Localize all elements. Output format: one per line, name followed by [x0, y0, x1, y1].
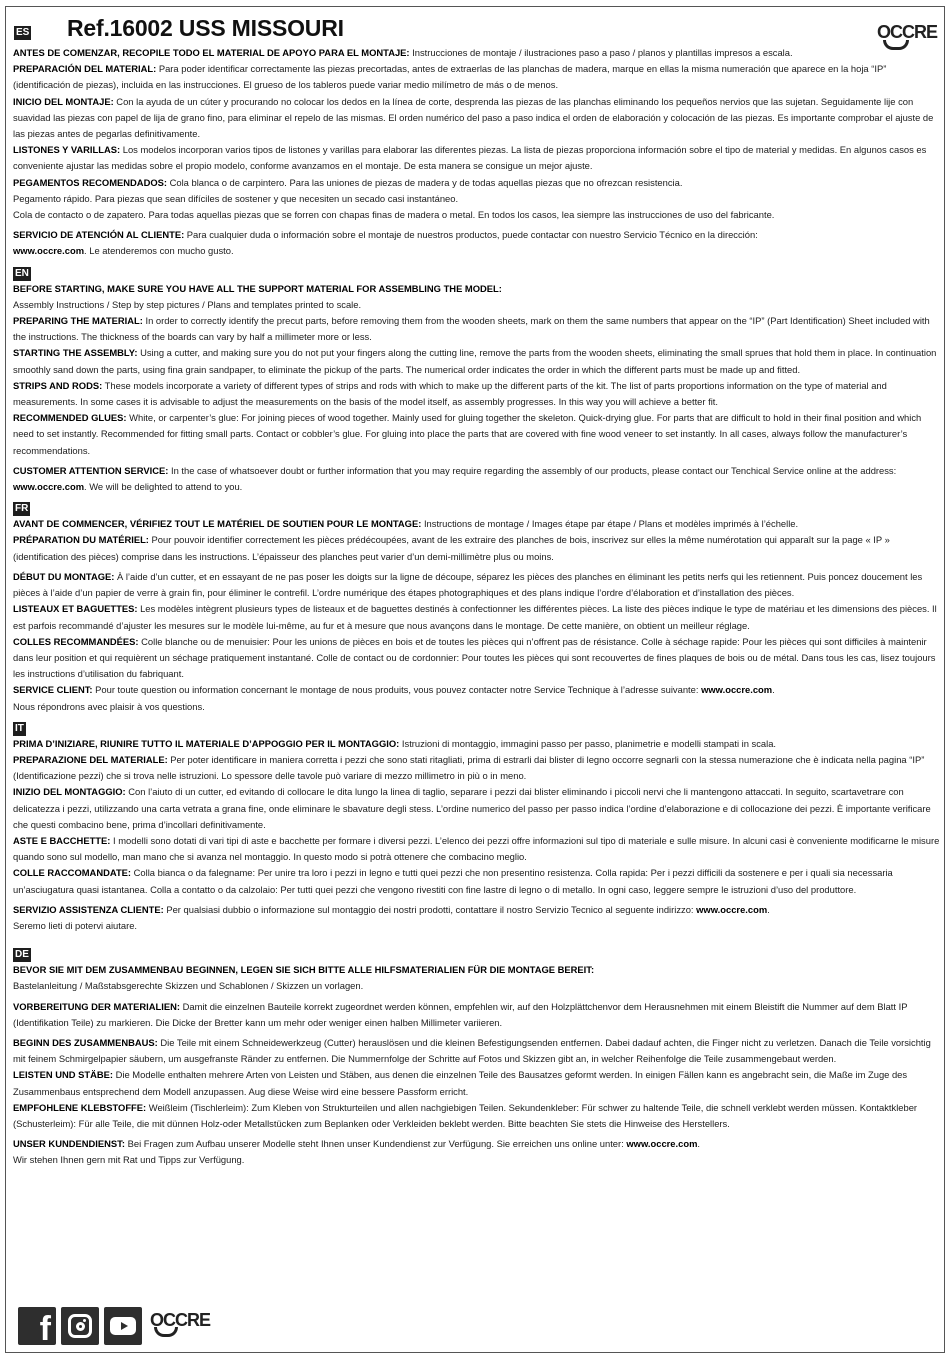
lang-badge-es: ES [16, 27, 30, 38]
para-text: Colla bianca o da falegname: Per unire tra loro i pezzi in legno e tutti quei pezzi che non presentino resistenza. Colla rapida: Per i pezzi difficili da sostenere e per i quali sia necessaria un’asciugatura quasi istantanea. Colla a contatto o da calzolaio: Per tutti quei pezzi che vengono rivestiti con fine lastre di legno o di metallo. In ogni caso, leggere sempre le istruzioni d’uso del produttore. [13, 867, 893, 895]
para-text: Pour pouvoir identifier correctement les pièces prédécoupées, avant de les extraire des planches de bois, inscrivez sur elles la même numérotation qui apparaît sur la page « IP » (identification des pièces) comprise dans les instructions. L’épaisseur des planches peut varier d’un demi-millimètre plus ou moins. [13, 534, 890, 562]
title-row [13, 15, 941, 45]
paragraph [13, 142, 941, 174]
lang-badge-de: DE [15, 949, 29, 961]
para-text: Instructions de montage / Images étape par étape / Plans et modèles imprimés à l’échelle. [421, 518, 799, 530]
paragraph [13, 313, 941, 345]
para-text: Los modelos incorporan varios tipos de listones y varillas para elaborar las diferentes piezas. La lista de piezas proporciona información sobre el tipo de material y medidas. En algunos casos es conveniente ajustar las medidas sobre el propio modelo, conforme avanzamos en el montaje. De esta manera se consigue un mejor ajuste. [13, 144, 927, 172]
occre-footer-logo [150, 1311, 210, 1329]
para-text: . Le atenderemos con mucho gusto. [84, 245, 234, 257]
para-text: Seremo lieti di potervi aiutare. [13, 919, 138, 931]
para-heading: LISTONES Y VARILLAS: [13, 144, 121, 156]
paragraph [13, 516, 941, 532]
para-heading: ANTES DE COMENZAR, RECOPILE TODO EL MATERIAL DE APOYO PARA EL MONTAJE: [13, 47, 410, 58]
paragraph [13, 463, 941, 495]
instagram-icon[interactable] [61, 1307, 99, 1345]
para-text: Cola de contacto o de zapatero. Para todas aquellas piezas que se forren con chapas finas de madera o metal. En todos los casos, lea siempre las instrucciones de uso del fabricante. [13, 209, 775, 221]
para-text: Les modèles intègrent plusieurs types de listeaux et de baguettes destinés à confectionner les différentes pièces. La liste des pièces indique le type de matériau et les dimensions des pièces. Il est parfois recommandé d’ajuster les mesures sur le modèle lui-même, au fur et à mesure que nous avançons dans le montage. De cette manière, on obtient un meilleur réglage. [13, 603, 937, 631]
para-text: Per poter identificare in maniera corretta i pezzi che sono stati ritagliati, prima di estrarli dai blister di legno occorre segnarli con la stessa numerazione che è indicata nella pagina “IP” (Identificazione pezzi) che si trova nelle istruzioni. Lo spessore delle tavole può variare di mezzo millimetro in più o in meno. [13, 753, 925, 782]
para-heading: AVANT DE COMMENCER, VÉRIFIEZ TOUT LE MATÉRIEL DE SOUTIEN POUR LE MONTAGE: [13, 518, 422, 530]
para-text: Die Teile mit einem Schneidewerkzeug (Cutter) herauslösen und die kleinen Befestigungsenden entfernen. Dabei dadauf achten, die Finger nicht zu verletzen. Danach die Teile vorsichtig mit feinem Schmirgelpapier säubern, um ausgefranste Ränder zu entfernen. Die Nummernfolge der Schritte auf Fotos und Skizzen gibt an, in welcher Reihenfolge die Teile zusammengebaut werden. [13, 1036, 931, 1065]
para-heading: DÉBUT DU MONTAGE: [13, 570, 115, 582]
website-link[interactable]: www.occre.com [626, 1138, 698, 1150]
website-link[interactable]: www.occre.com [13, 245, 85, 257]
para-text: Using a cutter, and making sure you do not put your fingers along the cutting line, remove the parts from the wooden sheets, eliminating the small sprues that hold them in place. In continuation smoothly sand down the parts, using fina grain sandpaper, to eliminate the pickup of the parts. The numerical order indicates the order in which the different parts must be made up and fitted. [13, 347, 937, 375]
website-link[interactable]: www.occre.com [701, 684, 773, 696]
para-text: Istruzioni di montaggio, immagini passo per passo, planimetrie e modelli stampati in scala. [399, 737, 777, 749]
paragraph [13, 962, 941, 994]
logo-smile-icon [154, 1327, 178, 1337]
paragraph [13, 345, 941, 377]
para-text: In the case of whatsoever doubt or further information that you may require regarding the assembly of our products, please contact our Tenchical Service online at the address: [168, 464, 897, 476]
para-heading: PRÉPARATION DU MATÉRIEL: [13, 534, 149, 546]
para-heading: EMPFOHLENE KLEBSTOFFE: [13, 1101, 147, 1113]
para-text: Con l’aiuto di un cutter, ed evitando di collocare le dita lungo la linea di taglio, separare i pezzi dai blister eliminando i piccoli nervi che li mantengono attaccati. In seguito, scartavetrare con delicatezza i pezzi, utilizzando una carta vetrata a grana fine, onde eliminare le sbavature degli stess. L’ordine numerico del passo per passo indica l’ordine d’elaborazione e di collocazione dei pezzi. È importante verificare che questi combacino bene, prima d’incollari definitivamente. [13, 786, 931, 830]
para-heading: VORBEREITUNG DER MATERIALIEN: [13, 1000, 181, 1012]
section-it [13, 718, 941, 934]
paragraph [13, 378, 941, 410]
para-text: Per qualsiasi dubbio o informazione sul montaggio dei nostri prodotti, contattare il nostro Servizio Tecnico al seguente indirizzo: [163, 903, 694, 915]
paragraph [13, 1067, 941, 1099]
para-text: Bastelanleitung / Maßstabsgerechte Skizzen und Schablonen / Skizzen un vorlagen. [13, 980, 364, 992]
section-fr [13, 498, 941, 714]
lang-badge-it: IT [15, 722, 24, 734]
para-text: Weißleim (Tischlerleim): Zum Kleben von Strukturteilen und allen nachgiebigen Teilen. Sekundenkleber: Für schwer zu haltende Teile, die schnell verklebt werden müssen. Kontaktkleber (Schusterleim): Für alle Teile, die mit dünnen Holz-oder Metallstücken zum Beplanken oder Verkleiden beklebt werden. Bitte beachten Sie stets die Hinweise des Herstellers. [13, 1101, 918, 1129]
section-es [13, 45, 941, 260]
paragraph [13, 784, 941, 833]
para-heading: STARTING THE ASSEMBLY: [13, 347, 138, 359]
paragraph [13, 532, 941, 564]
section-de [13, 944, 941, 1168]
para-heading: COLLE RACCOMANDATE: [13, 867, 132, 879]
para-text: Con la ayuda de un cúter y procurando no colocar los dedos en la línea de corte, desprenda las piezas de las planchas eliminando los pequeños nervios que las sujetan. Seguidamente lije con suavidad las piezas con papel de lija de grano fino, para eliminar el repelo de las mismas. El orden numérico del paso a paso indica el orden de elaboración y colocación de las piezas. Es importante comprobar el ajuste de las piezas antes de pegarlas definitivamente. [13, 95, 934, 140]
paragraph [13, 833, 941, 865]
paragraph [13, 999, 941, 1031]
paragraph [13, 227, 941, 259]
para-heading: UNSER KUNDENDIENST: [13, 1138, 125, 1150]
para-text: Assembly Instructions / Step by step pictures / Plans and templates printed to scale. [13, 298, 362, 310]
para-heading: COLLES RECOMMANDÉES: [13, 635, 139, 647]
para-heading: SERVIZIO ASSISTENZA CLIENTE: [13, 903, 164, 915]
paragraph [13, 94, 941, 143]
para-text: Colle blanche ou de menuisier: Pour les unions de pièces en bois et de toutes les pièces qui n’offrent pas de résistance. Colle à séchage rapide: Pour les pièces qui sont difficiles à maintenir dans leur position et qui requièrent un séchage pratiquement instantané. Colle de contact ou de cordonnier: Pour toutes les pièces qui sont recouvertes de fines plaques de bois ou de métal. Dans tous les cas, lisez toujours les instructions d’utilisation du fabriquant. [13, 635, 936, 680]
paragraph [13, 601, 941, 633]
paragraph [13, 45, 941, 61]
para-heading: INICIO DEL MONTAJE: [13, 95, 114, 107]
para-heading: SERVICE CLIENT: [13, 684, 93, 696]
para-text: . [767, 903, 770, 915]
para-text: Nous répondrons avec plaisir à vos questions. [13, 700, 205, 712]
paragraph [13, 569, 941, 601]
facebook-icon[interactable]: f [18, 1307, 56, 1345]
paragraph [13, 1100, 941, 1132]
para-heading: PREPARACIÓN DEL MATERIAL: [13, 63, 157, 75]
para-heading: INIZIO DEL MONTAGGIO: [13, 786, 126, 798]
para-heading: RECOMMENDED GLUES: [13, 412, 127, 424]
logo-text: OCCRE [876, 22, 937, 42]
para-text: . [772, 684, 775, 696]
lang-badge-en: EN [15, 267, 29, 279]
para-heading: SERVICIO DE ATENCIÓN AL CLIENTE: [13, 229, 185, 241]
paragraph [13, 410, 941, 459]
para-heading: PEGAMENTOS RECOMENDADOS: [13, 176, 168, 188]
paragraph [13, 175, 941, 224]
paragraph [13, 902, 941, 934]
para-heading: ASTE E BACCHETTE: [13, 834, 111, 846]
para-text: White, or carpenter’s glue: For joining pieces of wood together. Mainly used for gluing together the skeleton. Quick-drying glue. For parts that are difficult to hold in their final position and which need to set instantly. Recommended for fitting small parts. Contact or cobbler’s glue. For gluing into place the parts that are covered with fine wood veneer to set instantly. In all cases, always follow the manufacturer’s recommendations. [13, 412, 922, 456]
paragraph [13, 634, 941, 683]
para-text: Damit die einzelnen Bauteile korrekt zugeordnet werden können, empfehlen wir, auf den Holzplättchenvor dem Herausnehmen mit einem Bleistift die Nummer auf dem Blatt IP (Identifikation Teile) zu markieren. Die Dicke der Bretter kann um mehr oder weniger einen halben Millimeter variieren. [13, 1000, 908, 1028]
para-text: À l’aide d’un cutter, et en essayant de ne pas poser les doigts sur la ligne de découpe, séparez les pièces des planches en éliminant les petits nerfs qui les retiennent. Puis poncez doucement les pièces à l’aide d’un papier de verre à grain fin, pour éliminer le contrefil. L’ordre numérique des étapes photographiques et des plans indique l’ordre d’élaboration et d’installation des pièces. [13, 570, 923, 599]
para-heading: PREPARING THE MATERIAL: [13, 315, 143, 327]
paragraph [13, 1035, 941, 1067]
para-text: In order to correctly identify the precut parts, before removing them from the wooden sheets, mark on them the same numbers that appear on the “IP” (Part Identification) Sheet included with the instructions. The thickness of the boards can vary by half a millimeter more or less. [13, 315, 930, 343]
para-heading: LEISTEN UND STÄBE: [13, 1069, 114, 1081]
paragraph [13, 61, 941, 93]
para-text: Bei Fragen zum Aufbau unserer Modelle steht Ihnen unser Kundendienst zur Verfügung. Sie erreichen uns online unter: [125, 1138, 624, 1150]
page-title: Ref.16002 USS MISSOURI [67, 15, 344, 41]
para-heading: STRIPS AND RODS: [13, 379, 103, 391]
para-text: Cola blanca o de carpintero. Para las uniones de piezas de madera y de todas aquellas piezas que no ofrezcan resistencia. [167, 176, 683, 188]
para-heading: PREPARAZIONE DEL MATERIALE: [13, 753, 168, 765]
para-text: Wir stehen Ihnen gern mit Rat und Tipps zur Verfügung. [13, 1154, 245, 1166]
website-link[interactable]: www.occre.com [13, 481, 85, 493]
para-heading: BEFORE STARTING, MAKE SURE YOU HAVE ALL THE SUPPORT MATERIAL FOR ASSEMBLING THE MODEL: [13, 282, 502, 294]
lang-badge-fr: FR [15, 503, 29, 515]
para-heading: CUSTOMER ATTENTION SERVICE: [13, 464, 169, 476]
para-text: Para cualquier duda o información sobre el montaje de nuestros productos, puede contactar con nuestro Servicio Técnico en la dirección: [184, 229, 758, 241]
website-link[interactable]: www.occre.com [696, 903, 768, 915]
para-text: I modelli sono dotati di vari tipi di aste e bacchette per formare i diversi pezzi. L’elenco dei pezzi offre informazioni sul tipo di materiale e sulle misure. In alcuni casi è conveniente modificarne le misure quando sono sul modello, man mano che si avanza nel montaggio. In questo modo si potrà ottenere che combacino meglio. [13, 834, 940, 863]
youtube-icon[interactable] [104, 1307, 142, 1345]
para-text: Instrucciones de montaje / ilustraciones paso a paso / planos y plantillas impresos a escala. [409, 47, 793, 58]
paragraph [13, 682, 941, 714]
document-body [13, 15, 941, 1169]
para-text: These models incorporate a variety of different types of strips and rods with which to make up the different parts of the kit. The list of parts proportions information on the type of material and measurements. In some cases it is advisable to adjust the measurements on the basis of the model itself, as assembly progresses. In this way you will achieve a better fit. [13, 379, 887, 408]
para-heading: BEGINN DES ZUSAMMENBAUS: [13, 1036, 158, 1048]
para-text: Die Modelle enthalten mehrere Arten von Leisten und Stäben, aus denen die einzelnen Teile des Bausatzes geformt werden. In einigen Fällen kann es angebracht sein, die Maße im Zuge des Zusammenbaus entsprechend dem Modell anzupassen. Aug diese Weise wird eine bessere Passform erricht. [13, 1069, 908, 1097]
para-heading: LISTEAUX ET BAGUETTES: [13, 603, 138, 615]
para-heading: BEVOR SIE MIT DEM ZUSAMMENBAU BEGINNEN, LEGEN SIE SICH BITTE ALLE HILFSMATERIALIEN FÜR DIE MONTAGE BEREIT: [13, 964, 595, 976]
paragraph [13, 752, 941, 784]
para-text: . We will be delighted to attend to you. [84, 481, 243, 493]
page-frame [5, 6, 945, 1353]
para-text: . [697, 1138, 701, 1150]
logo-text: OCCRE [150, 1310, 211, 1330]
section-en [13, 263, 941, 496]
occre-logo [877, 23, 937, 41]
paragraph [13, 281, 941, 313]
paragraph [13, 865, 941, 897]
para-heading: PRIMA D’INIZIARE, RIUNIRE TUTTO IL MATERIALE D’APPOGGIO PER IL MONTAGGIO: [13, 737, 400, 749]
paragraph [13, 1136, 941, 1168]
para-text: Pegamento rápido. Para piezas que sean difíciles de sostener y que necesiten un secado casi instantáneo. [13, 192, 459, 204]
para-text: Para poder identificar correctamente las piezas precortadas, antes de extraerlas de las planchas de madera, marque en ellas la misma numeración que aparece en la hoja “IP” (identificación de piezas), incluida en las instrucciones. El grueso de los tableros puede variar medio milímetro de más o de menos. [13, 63, 887, 91]
para-text: Pour toute question ou information concernant le montage de nous produits, vous pouvez contacter notre Service Technique à l’adresse suivante: [92, 684, 699, 696]
paragraph [13, 736, 941, 752]
